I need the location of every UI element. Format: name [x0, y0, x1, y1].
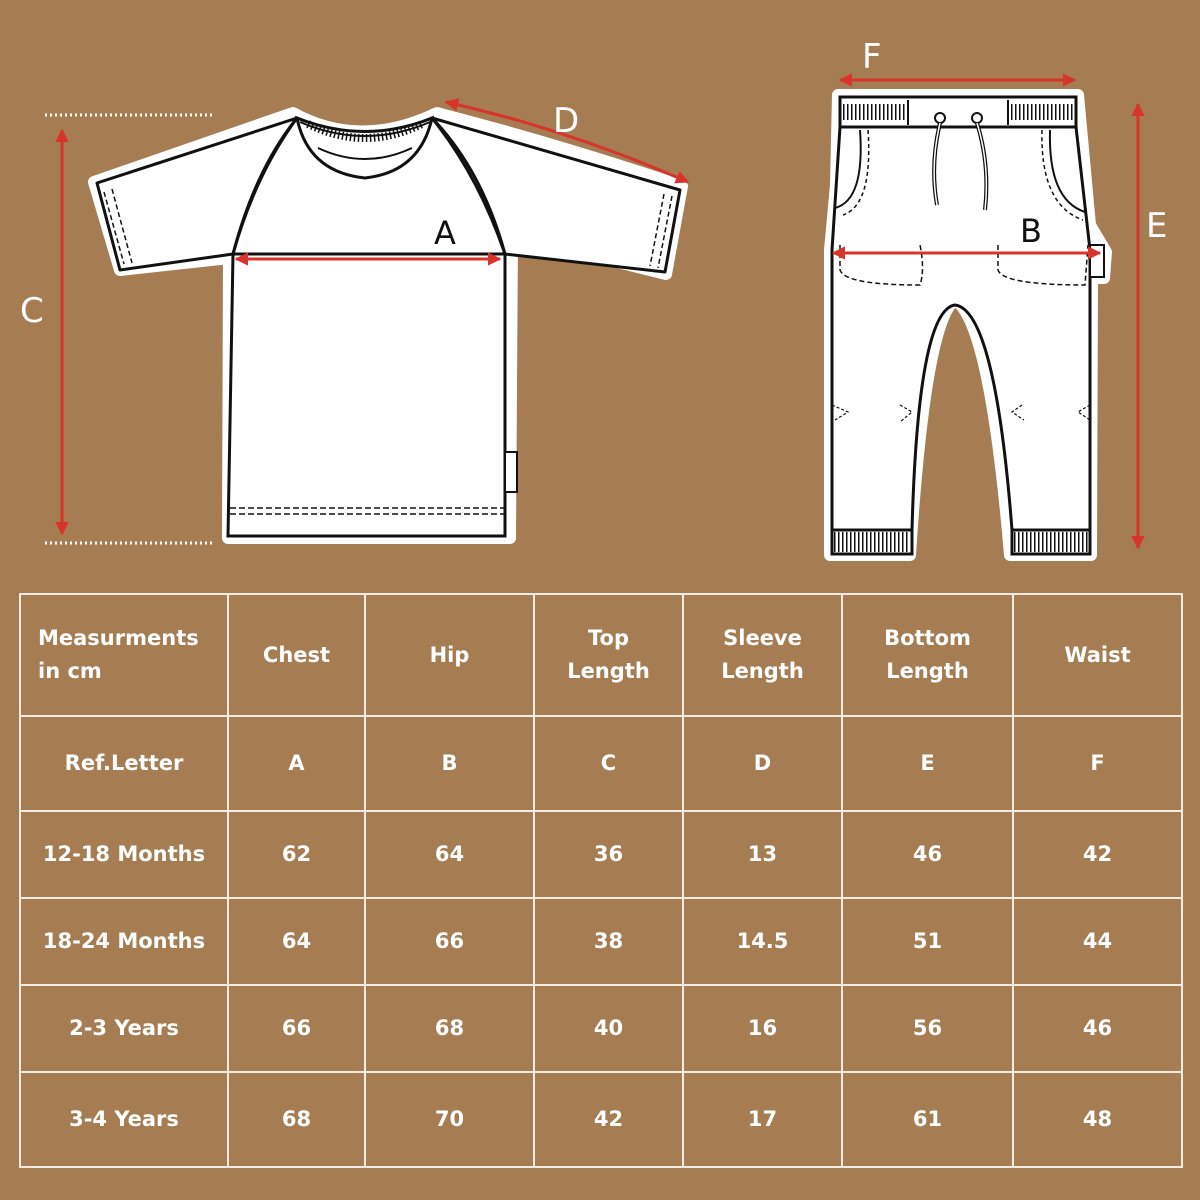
- pants-drawing: [830, 95, 1106, 555]
- label-c: C: [20, 291, 44, 331]
- table-row: [20, 1072, 1182, 1167]
- table-cell: 68: [365, 985, 534, 1072]
- table-cell: 62: [228, 811, 365, 898]
- table-row: [20, 811, 1182, 898]
- table-cell: 44: [1013, 898, 1182, 985]
- header-waist: Waist: [1013, 594, 1182, 716]
- table-cell: 40: [534, 985, 683, 1072]
- table-cell: 38: [534, 898, 683, 985]
- table-row: [20, 898, 1182, 985]
- table-cell: 66: [228, 985, 365, 1072]
- ref-letter-row: [20, 716, 1182, 811]
- label-b: B: [1020, 212, 1042, 250]
- table-cell: 36: [534, 811, 683, 898]
- header-chest: Chest: [228, 594, 365, 716]
- header-sleeve-length: Sleeve Length: [683, 594, 842, 716]
- table-cell: Ref.Letter: [20, 716, 228, 811]
- label-d: D: [553, 101, 580, 141]
- table-cell: 64: [228, 898, 365, 985]
- label-e: E: [1146, 206, 1168, 246]
- table-cell: 51: [842, 898, 1013, 985]
- size-diagram: [0, 0, 1200, 580]
- table-cell: A: [228, 716, 365, 811]
- table-cell: 42: [534, 1072, 683, 1167]
- table-cell: 42: [1013, 811, 1182, 898]
- table-cell: 16: [683, 985, 842, 1072]
- table-cell: 61: [842, 1072, 1013, 1167]
- row-label: 18-24 Months: [20, 898, 228, 985]
- table-cell: D: [683, 716, 842, 811]
- table-cell: 14.5: [683, 898, 842, 985]
- header-measurements: Measurments in cm: [20, 594, 228, 716]
- size-chart-table: [19, 593, 1183, 1168]
- table-cell: F: [1013, 716, 1182, 811]
- table-cell: C: [534, 716, 683, 811]
- label-f: F: [862, 37, 882, 77]
- table-cell: 64: [365, 811, 534, 898]
- tshirt-drawing: [94, 113, 682, 538]
- table-cell: 68: [228, 1072, 365, 1167]
- header-top-length: Top Length: [534, 594, 683, 716]
- table-cell: 46: [1013, 985, 1182, 1072]
- table-cell: 66: [365, 898, 534, 985]
- row-label: 3-4 Years: [20, 1072, 228, 1167]
- header-row: [20, 594, 1182, 716]
- table-cell: 48: [1013, 1072, 1182, 1167]
- header-hip: Hip: [365, 594, 534, 716]
- header-bottom-length: Bottom Length: [842, 594, 1013, 716]
- table-cell: 17: [683, 1072, 842, 1167]
- table-cell: B: [365, 716, 534, 811]
- table-cell: 46: [842, 811, 1013, 898]
- table-cell: 56: [842, 985, 1013, 1072]
- row-label: 12-18 Months: [20, 811, 228, 898]
- table-cell: 70: [365, 1072, 534, 1167]
- row-label: 2-3 Years: [20, 985, 228, 1072]
- table-cell: 13: [683, 811, 842, 898]
- table-cell: E: [842, 716, 1013, 811]
- label-a: A: [434, 214, 456, 252]
- table-row: [20, 985, 1182, 1072]
